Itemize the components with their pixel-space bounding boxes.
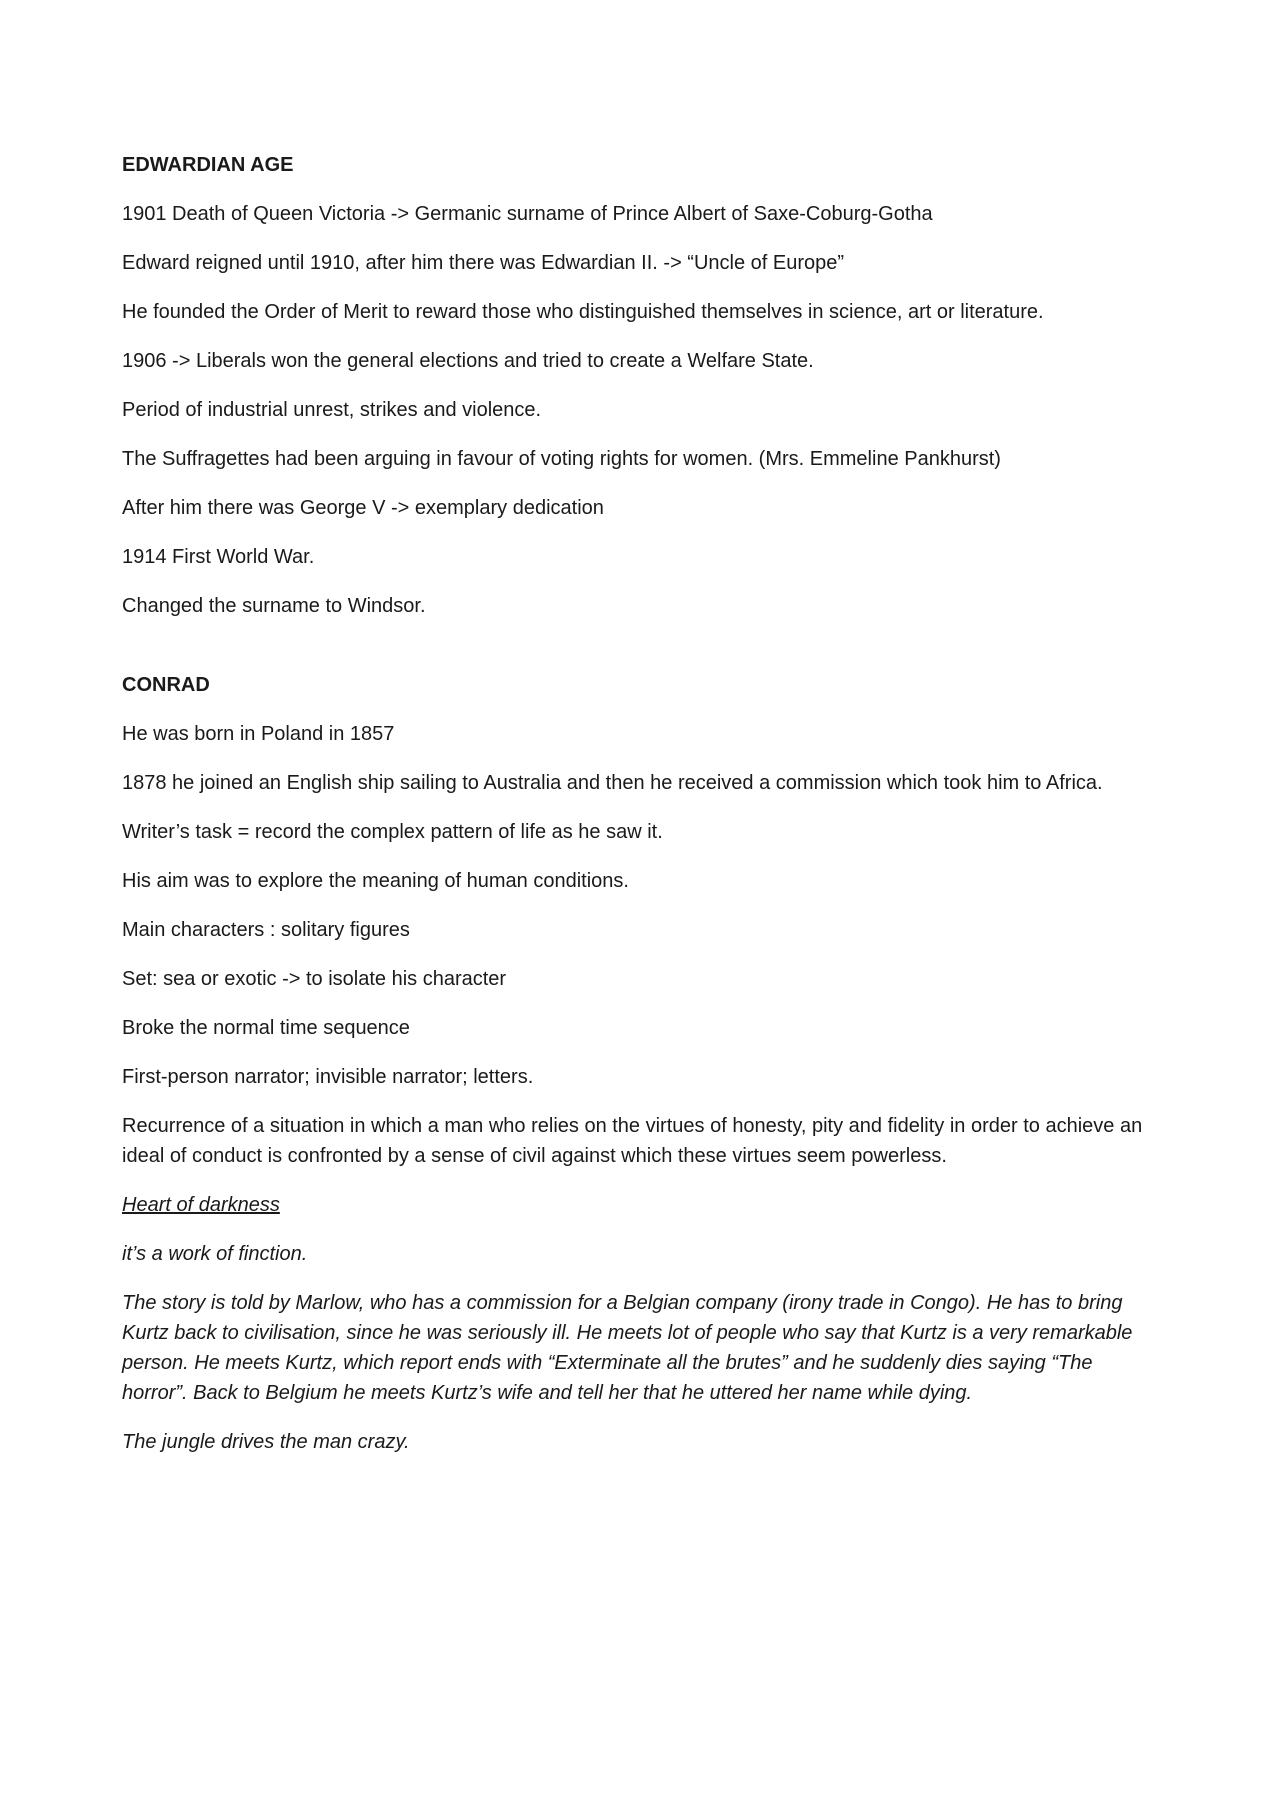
- paragraph: Edward reigned until 1910, after him there was Edwardian II. -> “Uncle of Europe”: [122, 252, 845, 274]
- paragraph: Recurrence of a situation in which a man who relies on the virtues of honesty, pity and fidelity in order to achieve an ideal of conduct is confronted by a sense of civil against which these virtues seem powerless.: [122, 1115, 1143, 1167]
- section-heading-edwardian-age: EDWARDIAN AGE: [122, 154, 294, 176]
- work-title: Heart of darkness: [122, 1194, 280, 1216]
- paragraph: The Suffragettes had been arguing in favour of voting rights for women. (Mrs. Emmeline Pankhurst): [122, 448, 1001, 470]
- paragraph: Broke the normal time sequence: [122, 1017, 410, 1039]
- section-spacer: [122, 640, 1162, 670]
- paragraph: 1878 he joined an English ship sailing to Australia and then he received a commission which took him to Africa.: [122, 772, 1103, 794]
- section-heading-conrad: CONRAD: [122, 674, 210, 696]
- paragraph: Main characters : solitary figures: [122, 919, 410, 941]
- document-content: [122, 150, 1162, 1476]
- paragraph: Set: sea or exotic -> to isolate his character: [122, 968, 507, 990]
- paragraph: Changed the surname to Windsor.: [122, 595, 426, 617]
- paragraph: First-person narrator; invisible narrator; letters.: [122, 1066, 534, 1088]
- paragraph: 1914 First World War.: [122, 546, 315, 568]
- paragraph: He was born in Poland in 1857: [122, 723, 395, 745]
- paragraph: He founded the Order of Merit to reward those who distinguished themselves in science, art or literature.: [122, 301, 1044, 323]
- paragraph: Writer’s task = record the complex pattern of life as he saw it.: [122, 821, 663, 843]
- work-paragraph: The jungle drives the man crazy.: [122, 1431, 410, 1453]
- work-paragraph: The story is told by Marlow, who has a commission for a Belgian company (irony trade in Congo). He has to bring Kurtz back to civilisation, since he was seriously ill. He meets lot of people who say that Kurtz is a very remarkable person. He meets Kurtz, which report ends with “Exterminate all the brutes” and he suddenly dies saying “The horror”. Back to Belgium he meets Kurtz’s wife and tell her that he uttered her name while dying.: [122, 1292, 1133, 1404]
- paragraph: 1906 -> Liberals won the general elections and tried to create a Welfare State.: [122, 350, 814, 372]
- paragraph: 1901 Death of Queen Victoria -> Germanic surname of Prince Albert of Saxe-Coburg-Gotha: [122, 203, 933, 225]
- paragraph: After him there was George V -> exemplary dedication: [122, 497, 604, 519]
- paragraph: His aim was to explore the meaning of human conditions.: [122, 870, 629, 892]
- paragraph: Period of industrial unrest, strikes and violence.: [122, 399, 542, 421]
- work-paragraph: it’s a work of finction.: [122, 1243, 308, 1265]
